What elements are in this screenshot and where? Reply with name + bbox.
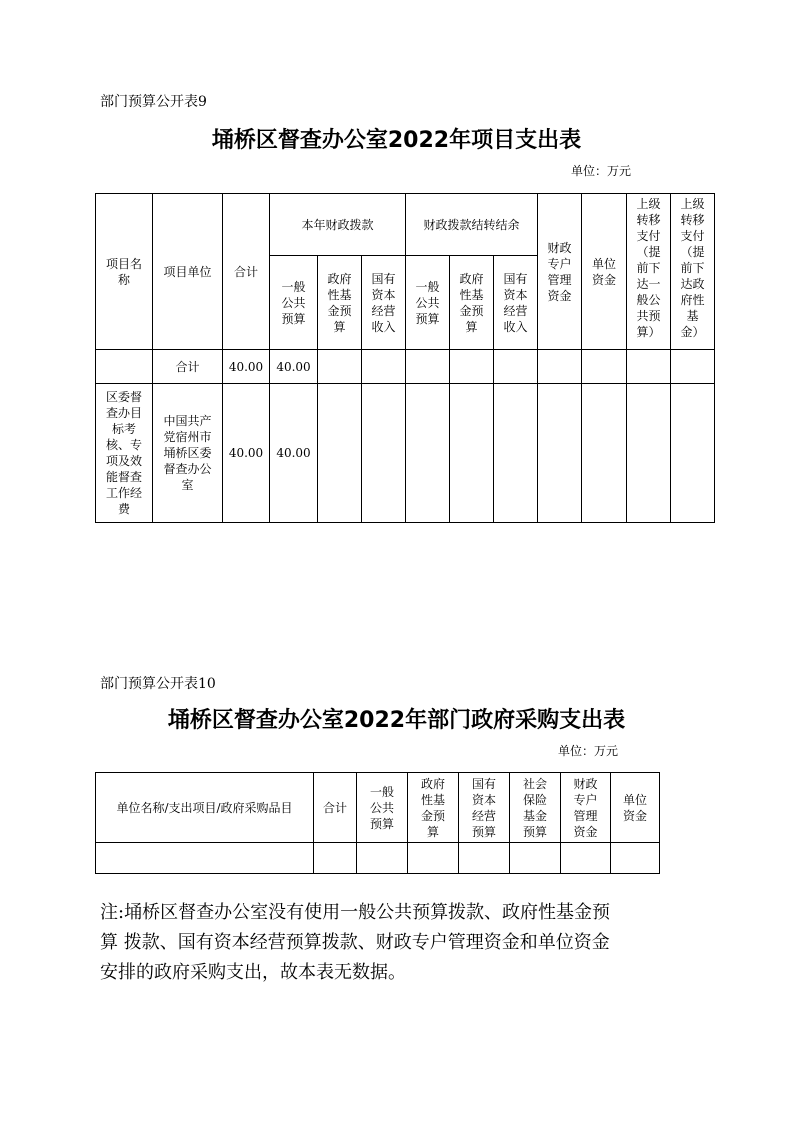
header-transfer-gov-fund: 上级转移支付（提前下达政府性基金） bbox=[671, 194, 715, 350]
gov-procurement-table bbox=[95, 772, 660, 874]
header-general-public-2: 一般公共预算 bbox=[357, 773, 408, 843]
header-project-unit: 项目单位 bbox=[153, 194, 223, 350]
note-line-1: 注:埇桥区督查办公室没有使用一般公共预算拨款、政府性基金预 bbox=[100, 902, 611, 923]
header-state-capital-2: 国有资本经营预算 bbox=[459, 773, 510, 843]
header-gov-fund-2: 政府性基金预算 bbox=[408, 773, 459, 843]
procurement-empty-row bbox=[96, 843, 660, 874]
project-unit-cell: 中国共产党宿州市埇桥区委督查办公室 bbox=[153, 384, 223, 523]
project-total-cell: 40.00 bbox=[223, 384, 270, 523]
header-gov-fund: 政府性基金预算 bbox=[318, 256, 362, 350]
unit-label-2: 单位：万元 bbox=[558, 744, 619, 758]
note-line-3: 安排的政府采购支出，故本表无数据。 bbox=[100, 962, 406, 983]
project-general-public-cell: 40.00 bbox=[270, 384, 318, 523]
header-gov-fund-carryover: 政府性基金预算 bbox=[450, 256, 494, 350]
header-special-account-2: 财政专户管理资金 bbox=[561, 773, 611, 843]
total-row-general-public: 40.00 bbox=[270, 350, 318, 384]
header-unit-funds: 单位资金 bbox=[582, 194, 627, 350]
procurement-header-row bbox=[96, 773, 660, 843]
header-state-capital-carryover: 国有资本经营收入 bbox=[494, 256, 538, 350]
table-title: 埇桥区督查办公室2022年项目支出表 bbox=[211, 128, 582, 153]
table-number-label: 部门预算公开表9 bbox=[100, 94, 207, 110]
total-row-label: 合计 bbox=[153, 350, 223, 384]
header-state-capital: 国有资本经营收入 bbox=[362, 256, 406, 350]
header-current-year-allocation: 本年财政拨款 bbox=[270, 194, 406, 256]
header-project-name: 项目名称 bbox=[96, 194, 153, 350]
note-line-2: 算 拨款、国有资本经营预算拨款、财政专户管理资金和单位资金 bbox=[100, 932, 610, 953]
header-social-insurance: 社会保险基金预算 bbox=[510, 773, 561, 843]
header-carryover: 财政拨款结转结余 bbox=[406, 194, 538, 256]
table-title-2: 埇桥区督查办公室2022年部门政府采购支出表 bbox=[167, 708, 626, 733]
header-row-1 bbox=[96, 194, 715, 256]
header-total: 合计 bbox=[223, 194, 270, 350]
header-name: 单位名称/支出项目/政府采购品目 bbox=[96, 773, 314, 843]
total-row-total: 40.00 bbox=[223, 350, 270, 384]
table-number-label-2: 部门预算公开表10 bbox=[100, 676, 216, 692]
header-unit-funds-2: 单位资金 bbox=[611, 773, 660, 843]
project-expense-table bbox=[95, 193, 715, 523]
project-name-cell: 区委督查办目标考核、专项及效能督查工作经费 bbox=[96, 384, 153, 523]
header-special-account: 财政专户管理资金 bbox=[538, 194, 582, 350]
table-row bbox=[96, 384, 715, 523]
header-general-public-carryover: 一般公共预算 bbox=[406, 256, 450, 350]
header-general-public: 一般公共预算 bbox=[270, 256, 318, 350]
unit-label: 单位：万元 bbox=[571, 164, 632, 178]
header-transfer-general: 上级转移支付（提前下达一般公共预算） bbox=[627, 194, 671, 350]
header-total-2: 合计 bbox=[314, 773, 357, 843]
total-row bbox=[96, 350, 715, 384]
